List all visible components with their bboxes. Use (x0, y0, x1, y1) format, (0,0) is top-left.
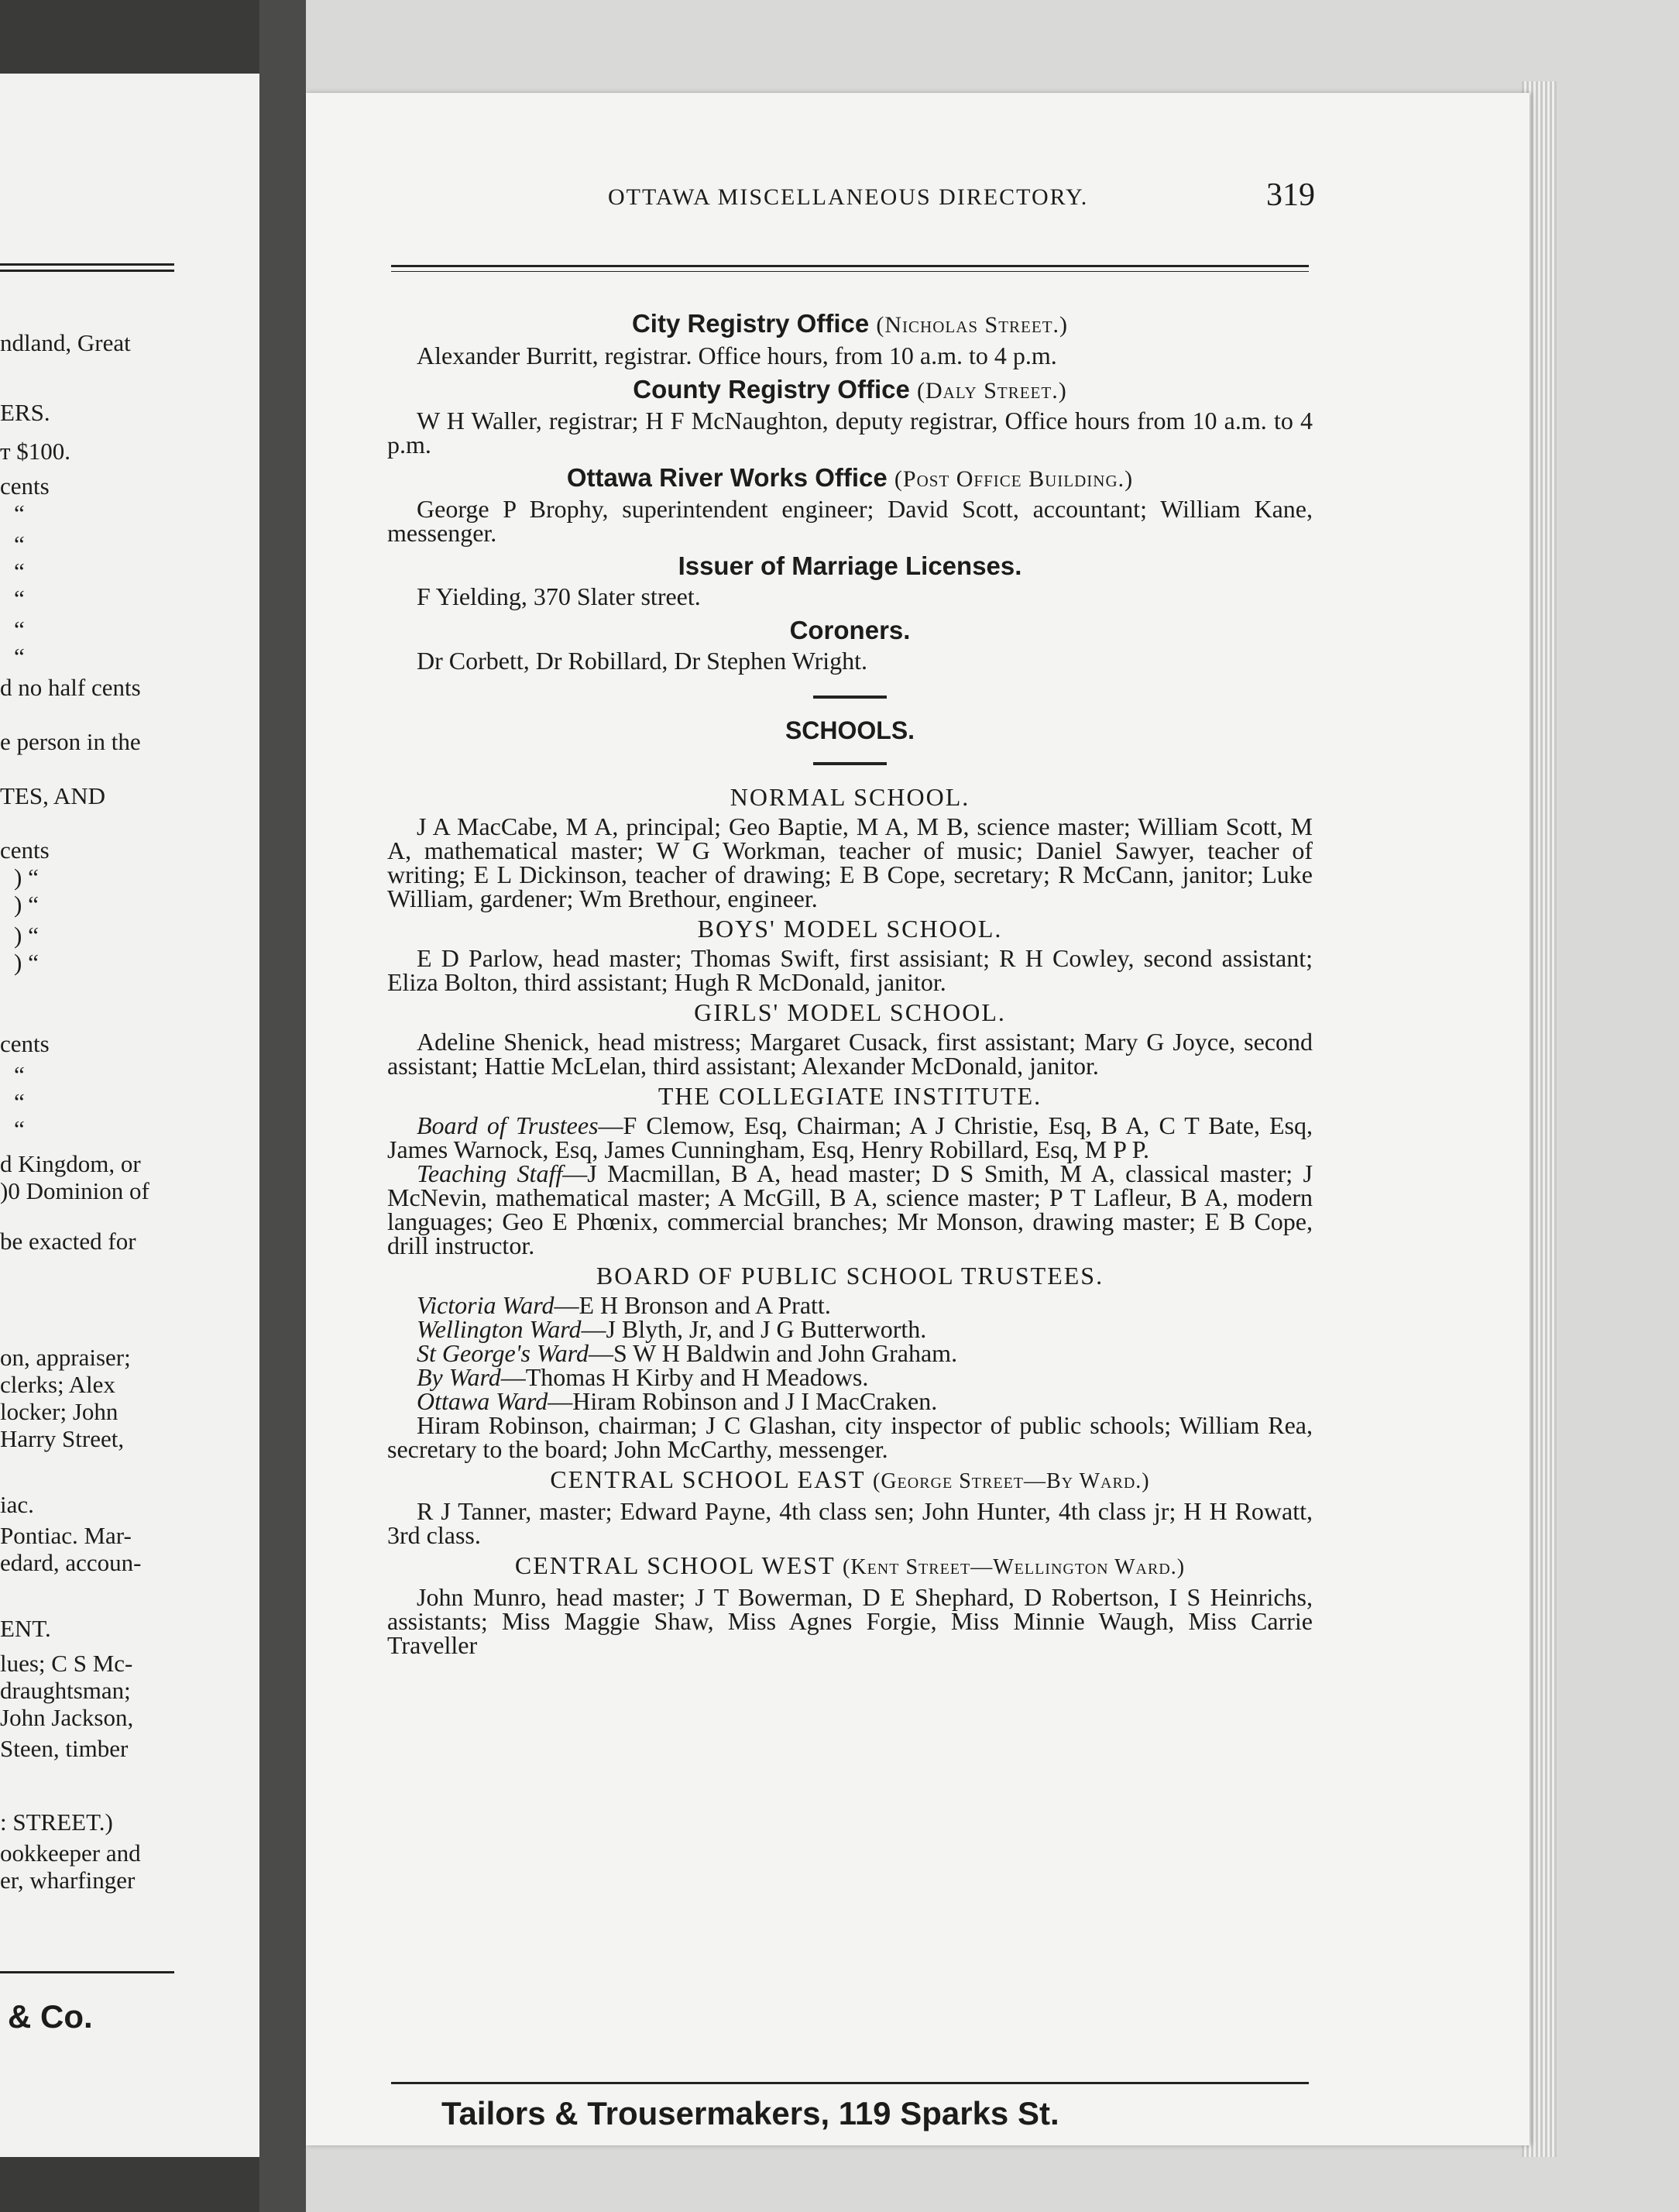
ward-item (387, 1389, 1313, 1413)
boys-model-body: E D Parlow, head master; Thomas Swift, first assisiant; R H Cowley, second assistant; Eliza Bolton, third assistant; Hugh R McDonald, janitor. (387, 944, 1313, 996)
ward-item (387, 1365, 1313, 1389)
left-page-line: clerks; Alex (0, 1371, 115, 1398)
header-rule (391, 265, 1309, 272)
ward-name: Ottawa Ward (417, 1387, 548, 1415)
left-page-line: cents (0, 1030, 50, 1057)
coroners-body: Dr Corbett, Dr Robillard, Dr Stephen Wright. (417, 647, 868, 675)
left-page-line: “ (14, 1061, 25, 1088)
ward-trustees: —S W H Baldwin and John Graham. (588, 1339, 958, 1367)
left-page-line: “ (14, 558, 25, 585)
boys-model-heading: BOYS' MODEL SCHOOL. (697, 915, 1003, 943)
left-page-line: “ (14, 500, 25, 527)
city-registry-body: Alexander Burritt, registrar. Office hours, from 10 a.m. to 4 p.m. (417, 342, 1057, 369)
ward-name: St George's Ward (417, 1339, 589, 1367)
ward-trustees: —Thomas H Kirby and H Meadows. (500, 1363, 869, 1391)
central-east-heading: CENTRAL SCHOOL EAST (George Street—By Ward.) (550, 1465, 1150, 1493)
left-page-line: “ (14, 531, 25, 558)
left-page-line: iac. (0, 1491, 34, 1518)
left-page-line: be exacted for (0, 1228, 136, 1255)
running-header: OTTAWA MISCELLANEOUS DIRECTORY. (608, 184, 1089, 210)
public-trustees-body: Hiram Robinson, chairman; J C Glashan, city inspector of public schools; William Rea, secretary to the board; John McCarthy, messenger. (387, 1411, 1313, 1463)
ward-name: By Ward (417, 1363, 501, 1391)
ward-list (387, 1293, 1313, 1413)
ward-trustees: —E H Bronson and A Pratt. (554, 1291, 831, 1319)
left-page-footer: & Co. (8, 1998, 93, 2035)
river-works-body: George P Brophy, superintendent engineer; David Scott, accountant; William Kane, messenger. (387, 495, 1313, 547)
page-content (387, 306, 1313, 1657)
collegiate-trustees: Board of Trustees—F Clemow, Esq, Chairman; A J Christie, Esq, B A, C T Bate, Esq, James Warnock, Esq, James Cunningham, Esq, Henry Robillard, Esq, M P P. (387, 1111, 1313, 1163)
left-page-fragment (0, 74, 263, 2157)
ward-trustees: —Hiram Robinson and J I MacCraken. (548, 1387, 938, 1415)
collegiate-heading: THE COLLEGIATE INSTITUTE. (658, 1082, 1042, 1110)
ward-item (387, 1341, 1313, 1365)
left-page-line: : STREET.) (0, 1808, 113, 1836)
girls-model-body: Adeline Shenick, head mistress; Margaret Cusack, first assistant; Mary G Joyce, second assistant; Hattie McLelan, third assistant; Alexander McDonald, janitor. (387, 1028, 1313, 1080)
left-page-line: “ (14, 616, 25, 643)
left-page-line: т $100. (0, 438, 71, 465)
section-heading-marriage: Issuer of Marriage Licenses. (678, 551, 1022, 580)
left-page-line: edard, accoun- (0, 1549, 142, 1576)
left-page-line: cents (0, 472, 50, 500)
left-page-line: TES, AND (0, 782, 106, 809)
left-page-line: ) “ (14, 949, 39, 976)
directory-page (306, 93, 1530, 2145)
left-page-line: “ (14, 643, 25, 670)
left-page-line: ookkeeper and (0, 1839, 141, 1867)
section-heading-county-registry: County Registry Office (Daly Street.) (633, 375, 1067, 404)
schools-heading: SCHOOLS. (785, 716, 915, 744)
central-west-heading: CENTRAL SCHOOL WEST (Kent Street—Wellington Ward.) (514, 1551, 1186, 1579)
section-heading-coroners: Coroners. (789, 616, 911, 644)
left-page-line: ndland, Great (0, 329, 131, 356)
collegiate-staff: Teaching Staff—J Macmillan, B A, head master; D S Smith, M A, classical master; J McNevin, mathematical master; A McGill, B A, science master; P T Lafleur, B A, modern languages; Geo E Phœnix, commercial branches; Mr Monson, drawing master; E B Cope, drill instructor. (387, 1159, 1313, 1259)
ward-item (387, 1293, 1313, 1317)
left-page-line: Harry Street, (0, 1425, 125, 1452)
left-page-line: ) “ (14, 922, 39, 949)
left-page-line: er, wharfinger (0, 1867, 136, 1894)
left-page-rule-top (0, 263, 174, 266)
ward-name: Wellington Ward (417, 1315, 582, 1343)
page-number: 319 (1266, 177, 1315, 213)
left-page-line: “ (14, 585, 25, 612)
ward-item (387, 1317, 1313, 1341)
left-page-line: Pontiac. Mar- (0, 1522, 132, 1549)
left-page-line: Steen, timber (0, 1735, 129, 1762)
left-page-rule-bottom (0, 1971, 174, 1973)
left-page-line: locker; John (0, 1398, 118, 1425)
central-west-body: John Munro, head master; J T Bowerman, D E Shephard, D Robertson, I S Heinrichs, assistants; Miss Maggie Shaw, Miss Agnes Forgie, Miss Minnie Waugh, Miss Carrie Traveller (387, 1583, 1313, 1659)
normal-school-body: J A MacCabe, M A, principal; Geo Baptie, M A, M B, science master; William Scott, M A, mathematical master; W G Workman, teacher of music; Daniel Sawyer, teacher of writing; E L Dickinson, teacher of drawing; E B Cope, secretary; R McCann, janitor; Luke William, gardener; Wm Brethour, engineer. (387, 812, 1313, 912)
left-page-line: “ (14, 1115, 25, 1142)
central-east-body: R J Tanner, master; Edward Payne, 4th class sen; John Hunter, 4th class jr; H H Rowatt, 3rd class. (387, 1497, 1313, 1549)
footer-rule (391, 2082, 1309, 2084)
left-page-rule-top-2 (0, 270, 174, 272)
book-gutter (259, 0, 306, 2212)
left-page-line: ) “ (14, 891, 39, 918)
left-page-line: e person in the (0, 728, 141, 755)
left-page-line: d Kingdom, or (0, 1150, 141, 1177)
left-page-line: ) “ (14, 864, 39, 891)
left-page-line: draughtsman; (0, 1677, 131, 1704)
left-page-line: ENT. (0, 1615, 51, 1642)
left-page-line: lues; C S Mc- (0, 1650, 133, 1677)
advertisement-footer: Tailors & Trousermakers, 119 Sparks St. (441, 2095, 1059, 2131)
county-registry-body: W H Waller, registrar; H F McNaughton, deputy registrar, Office hours from 10 a.m. to 4 p.m. (387, 407, 1313, 459)
marriage-body: F Yielding, 370 Slater street. (417, 582, 701, 610)
section-heading-river-works: Ottawa River Works Office (Post Office Building.) (566, 463, 1134, 492)
section-heading-city-registry: City Registry Office (Nicholas Street.) (631, 309, 1069, 338)
normal-school-heading: NORMAL SCHOOL. (730, 783, 970, 811)
left-page-line: cents (0, 836, 50, 864)
left-page-line: “ (14, 1088, 25, 1115)
left-page-line: ERS. (0, 399, 50, 426)
ward-name: Victoria Ward (417, 1291, 555, 1319)
ward-trustees: —J Blyth, Jr, and J G Butterworth. (581, 1315, 927, 1343)
left-page-line: John Jackson, (0, 1704, 134, 1731)
divider (813, 762, 887, 765)
divider (813, 696, 887, 699)
left-page-line: d no half cents (0, 674, 141, 701)
left-page-line: )0 Dominion of (0, 1177, 149, 1204)
girls-model-heading: GIRLS' MODEL SCHOOL. (694, 998, 1006, 1026)
left-page-line: on, appraiser; (0, 1344, 131, 1371)
public-trustees-heading: BOARD OF PUBLIC SCHOOL TRUSTEES. (596, 1262, 1104, 1290)
